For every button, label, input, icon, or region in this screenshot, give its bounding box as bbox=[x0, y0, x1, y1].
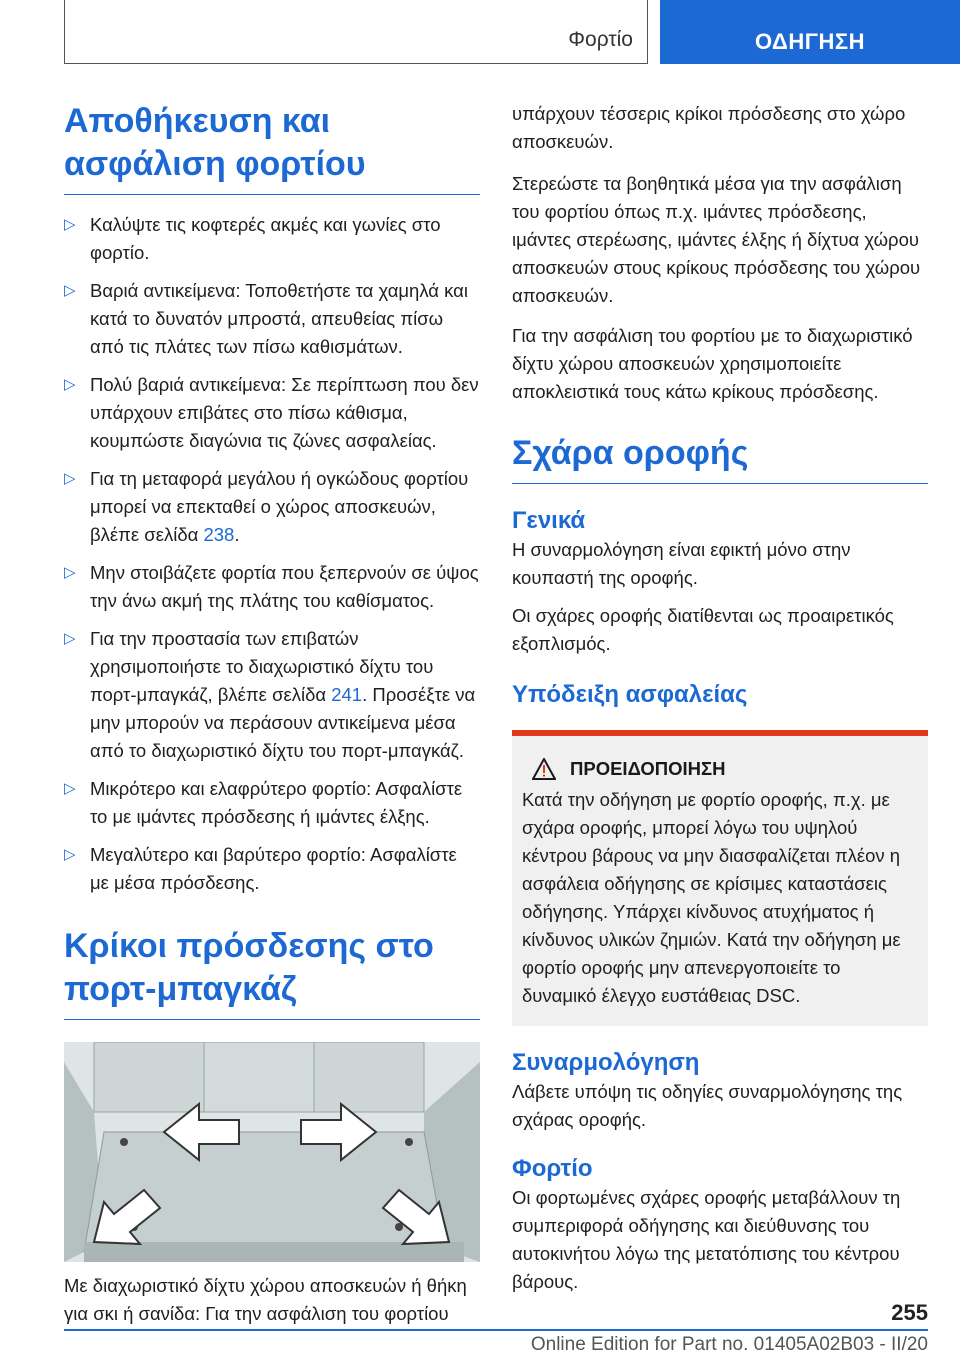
list-item: ▷ Μικρότερο και ελαφρύτερο φορτίο: Ασφαλίστε το με ιμάντες πρόσδεσης ή ιμάντες έλξης. bbox=[64, 775, 480, 831]
triangle-bullet-icon: ▷ bbox=[64, 846, 76, 863]
list-item: ▷ Για τη μεταφορά μεγάλου ή ογκώδους φορτίου μπορεί να επεκταθεί ο χώρος αποσκευών, βλέπε σελίδα 238. bbox=[64, 465, 480, 549]
triangle-bullet-icon: ▷ bbox=[64, 630, 76, 647]
subheading-load: Φορτίο bbox=[512, 1155, 593, 1182]
subheading-general: Γενικά bbox=[512, 507, 586, 534]
header-title: Φορτίο bbox=[568, 28, 633, 51]
paragraph: Στερεώστε τα βοηθητικά μέσα για την ασφάλιση του φορτίου όπως π.χ. ιμάντες πρόσδεσης, ιμάντες στερέωσης, ιμάντες έλξης ή δίχτυα χώρου αποσκευών στους κρίκους πρόσδεσης του χώρου αποσκευών. bbox=[512, 173, 921, 306]
heading-cargo-storage: Αποθήκευση και ασφάλιση φορτίου bbox=[64, 100, 480, 195]
triangle-bullet-icon: ▷ bbox=[64, 564, 76, 581]
page-link-238[interactable]: 238 bbox=[203, 524, 235, 545]
trunk-tie-down-photo bbox=[64, 1042, 480, 1262]
warning-text: Κατά την οδήγηση με φορτίο οροφής, π.χ. με σχάρα οροφής, μπορεί λόγω του υψηλού κέντρου βάρους να μην διασφαλίζεται πλέον η ασφάλεια οδήγησης σε κρίσιμες καταστάσεις οδήγησης. Υπάρχει κίνδυνος ατυχήματος ή κίνδυνος υλικών ζημιών. Κατά την οδήγηση με φορτίο οροφής μην απενεργοποιείτε το δυναμικό έλεγχο ευστάθειας DSC. bbox=[522, 789, 901, 1006]
page-link-241[interactable]: 241 bbox=[331, 684, 363, 705]
header-title-box bbox=[64, 0, 648, 64]
paragraph: Λάβετε υπόψη τις οδηγίες συναρμολόγησης της σχάρας οροφής. bbox=[512, 1081, 903, 1130]
warning-box bbox=[512, 730, 928, 1026]
footer-edition: Online Edition for Part no. 01405A02B03 - II/20 bbox=[530, 1334, 928, 1355]
triangle-bullet-icon: ▷ bbox=[64, 376, 76, 393]
right-column bbox=[512, 100, 928, 1296]
warning-header bbox=[532, 758, 914, 780]
list-item: ▷ Καλύψτε τις κοφτερές ακμές και γωνίες στο φορτίο. bbox=[64, 211, 480, 267]
paragraph: Οι φορτωμένες σχάρες οροφής μεταβάλλουν τη συμπεριφορά οδήγησης και διεύθυνσης του αυτοκινήτου λόγω της μετατόπισης του κέντρου βάρους. bbox=[512, 1187, 901, 1292]
trunk-illustration bbox=[64, 1042, 480, 1262]
left-column bbox=[64, 100, 480, 1328]
list-item: ▷ Για την προστασία των επιβατών χρησιμοποιήστε το διαχωριστικό δίχτυ του πορτ-μπαγκάζ, βλέπε σελίδα 241. Προσέξτε να μην μπορούν να περάσουν αντικείμενα μέσα από το διαχωριστικό δίχτυ του πορτ-μπαγκάζ. bbox=[64, 625, 480, 765]
list-item: ▷ Πολύ βαριά αντικείμενα: Σε περίπτωση που δεν υπάρχουν επιβάτες στο πίσω κάθισμα, κουμπώστε διαγώνια τις ζώνες ασφαλείας. bbox=[64, 371, 480, 455]
header-section-tab[interactable]: ΟΔΗΓΗΣΗ bbox=[660, 0, 960, 64]
paragraph: Οι σχάρες οροφής διατίθενται ως προαιρετικός εξοπλισμός. bbox=[512, 605, 894, 654]
warning-triangle-icon bbox=[532, 758, 556, 780]
list-item: ▷ Μεγαλύτερο και βαρύτερο φορτίο: Ασφαλίστε με μέσα πρόσδεσης. bbox=[64, 841, 480, 897]
list-item: ▷ Μην στοιβάζετε φορτία που ξεπερνούν σε ύψος την άνω ακμή της πλάτης του καθίσματος. bbox=[64, 559, 480, 615]
triangle-bullet-icon: ▷ bbox=[64, 470, 76, 487]
photo-caption: Με διαχωριστικό δίχτυ χώρου αποσκευών ή θήκη για σκι ή σανίδα: Για την ασφάλιση του φορτίου bbox=[64, 1275, 467, 1324]
triangle-bullet-icon: ▷ bbox=[64, 780, 76, 797]
warning-title: ΠΡΟΕΙΔΟΠΟΙΗΣΗ bbox=[570, 758, 726, 779]
triangle-bullet-icon: ▷ bbox=[64, 216, 76, 233]
paragraph: Η συναρμολόγηση είναι εφικτή μόνο στην κουπαστή της οροφής. bbox=[512, 539, 851, 588]
paragraph: υπάρχουν τέσσερις κρίκοι πρόσδεσης στο χώρο αποσκευών. bbox=[512, 103, 906, 152]
page-number: 255 bbox=[891, 1300, 928, 1325]
subheading-safety: Υπόδειξη ασφαλείας bbox=[512, 681, 748, 708]
paragraph: Για την ασφάλιση του φορτίου με το διαχωριστικό δίχτυ χώρου αποσκευών χρησιμοποιείτε αποκλειστικά τους κάτω κρίκους πρόσδεσης. bbox=[512, 325, 913, 402]
heading-roof-rack: Σχάρα οροφής bbox=[512, 432, 928, 484]
cargo-bullet-list bbox=[64, 211, 480, 897]
triangle-bullet-icon: ▷ bbox=[64, 282, 76, 299]
list-item: ▷ Βαριά αντικείμενα: Τοποθετήστε τα χαμηλά και κατά το δυνατόν μπροστά, απευθείας πίσω από τις πλάτες των πίσω καθισμάτων. bbox=[64, 277, 480, 361]
heading-tie-down-rings: Κρίκοι πρόσδεσης στο πορτ-μπαγκάζ bbox=[64, 925, 480, 1020]
subheading-assembly: Συναρμολόγηση bbox=[512, 1049, 700, 1076]
footer-divider bbox=[64, 1329, 928, 1331]
